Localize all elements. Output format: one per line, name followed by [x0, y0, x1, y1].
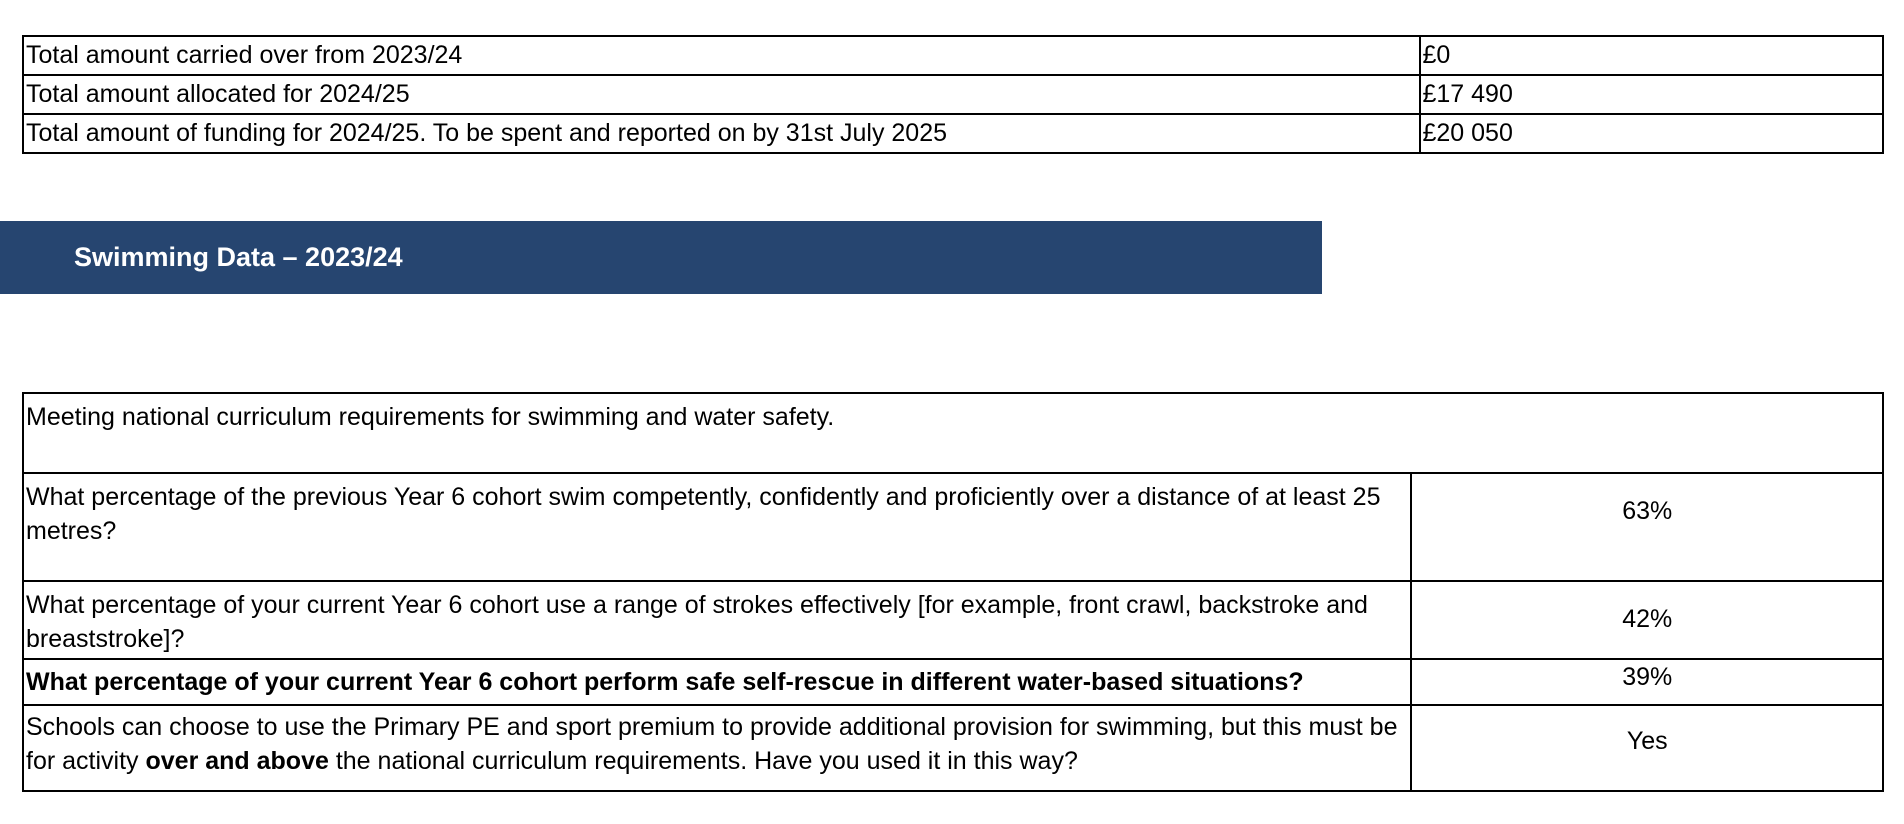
question-text — [23, 705, 1411, 791]
section-title: Swimming Data – 2023/24 — [74, 242, 403, 272]
section-banner — [0, 221, 1322, 294]
table-row — [23, 114, 1883, 153]
funding-summary-table — [22, 35, 1884, 154]
table-row — [23, 473, 1883, 581]
swimming-data-table — [22, 392, 1884, 792]
question-text: What percentage of your current Year 6 cohort perform safe self-rescue in different water-based situations? — [23, 659, 1411, 705]
question-text-part: the national curriculum requirements. Have you used it in this way? — [328, 747, 1078, 775]
question-text-part: Schools can choose to use the Primary PE and sport premium to provide additional provision for swimming, but this must be for activity — [26, 713, 1398, 775]
table-row — [23, 393, 1883, 473]
answer-value: 42% — [1411, 581, 1883, 659]
funding-value: £0 — [1420, 36, 1884, 75]
funding-label: Total amount carried over from 2023/24 — [23, 36, 1420, 75]
answer-value: Yes — [1411, 705, 1883, 791]
funding-label: Total amount of funding for 2024/25. To be spent and reported on by 31st July 2025 — [23, 114, 1420, 153]
table-row — [23, 705, 1883, 791]
swimming-intro: Meeting national curriculum requirements for swimming and water safety. — [23, 393, 1883, 473]
answer-value: 39% — [1411, 659, 1883, 705]
table-row — [23, 75, 1883, 114]
table-row — [23, 581, 1883, 659]
question-text: What percentage of the previous Year 6 cohort swim competently, confidently and proficiently over a distance of at least 25 metres? — [23, 473, 1411, 581]
funding-value: £20 050 — [1420, 114, 1884, 153]
table-row — [23, 659, 1883, 705]
funding-label: Total amount allocated for 2024/25 — [23, 75, 1420, 114]
funding-value: £17 490 — [1420, 75, 1884, 114]
table-row — [23, 36, 1883, 75]
question-text: What percentage of your current Year 6 cohort use a range of strokes effectively [for example, front crawl, backstroke and breaststroke]? — [23, 581, 1411, 659]
answer-value: 63% — [1411, 473, 1883, 581]
question-emphasis: over and above — [145, 747, 329, 775]
